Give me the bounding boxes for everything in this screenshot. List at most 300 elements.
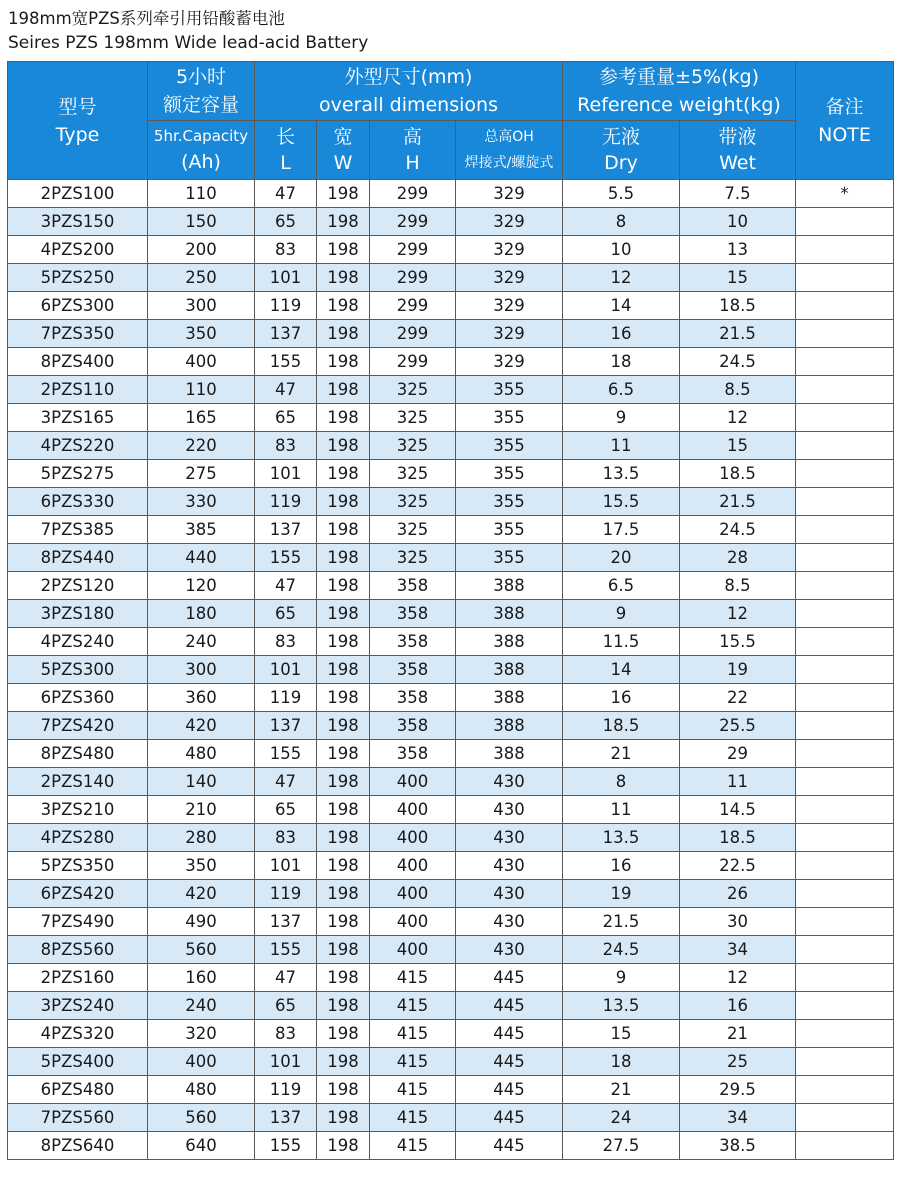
cell-height: 358: [370, 656, 456, 684]
cell-note: [796, 1132, 894, 1160]
cell-total-height: 388: [456, 712, 563, 740]
cell-dry-weight: 18.5: [563, 712, 680, 740]
cell-height: 299: [370, 292, 456, 320]
cell-width: 198: [317, 656, 370, 684]
cell-length: 155: [255, 544, 317, 572]
cell-wet-weight: 15.5: [680, 628, 796, 656]
cell-type: 7PZS420: [8, 712, 148, 740]
cell-width: 198: [317, 880, 370, 908]
cell-note: [796, 880, 894, 908]
cell-height: 415: [370, 1104, 456, 1132]
table-row: [8, 1076, 894, 1104]
cell-total-height: 355: [456, 544, 563, 572]
table-row: [8, 852, 894, 880]
header-note: 备注 NOTE: [796, 62, 894, 180]
cell-note: [796, 1048, 894, 1076]
cell-length: 137: [255, 712, 317, 740]
cell-height: 400: [370, 908, 456, 936]
cell-length: 47: [255, 572, 317, 600]
cell-type: 6PZS300: [8, 292, 148, 320]
cell-dry-weight: 9: [563, 404, 680, 432]
cell-dry-weight: 18: [563, 1048, 680, 1076]
cell-dry-weight: 13.5: [563, 824, 680, 852]
cell-capacity: 490: [148, 908, 255, 936]
cell-wet-weight: 26: [680, 880, 796, 908]
cell-width: 198: [317, 544, 370, 572]
table-header: [8, 62, 894, 180]
cell-note: [796, 348, 894, 376]
cell-dry-weight: 16: [563, 684, 680, 712]
cell-wet-weight: 29: [680, 740, 796, 768]
cell-width: 198: [317, 1076, 370, 1104]
cell-type: 3PZS210: [8, 796, 148, 824]
cell-total-height: 355: [456, 488, 563, 516]
cell-type: 8PZS480: [8, 740, 148, 768]
cell-note: [796, 600, 894, 628]
cell-capacity: 320: [148, 1020, 255, 1048]
cell-capacity: 385: [148, 516, 255, 544]
cell-capacity: 120: [148, 572, 255, 600]
cell-total-height: 445: [456, 1104, 563, 1132]
cell-dry-weight: 14: [563, 292, 680, 320]
cell-total-height: 329: [456, 180, 563, 208]
cell-capacity: 300: [148, 292, 255, 320]
cell-length: 83: [255, 236, 317, 264]
cell-note: [796, 908, 894, 936]
cell-total-height: 445: [456, 992, 563, 1020]
cell-height: 358: [370, 628, 456, 656]
cell-length: 119: [255, 292, 317, 320]
cell-height: 325: [370, 460, 456, 488]
cell-wet-weight: 10: [680, 208, 796, 236]
cell-wet-weight: 24.5: [680, 516, 796, 544]
cell-length: 83: [255, 628, 317, 656]
cell-width: 198: [317, 236, 370, 264]
cell-note: [796, 796, 894, 824]
cell-length: 65: [255, 992, 317, 1020]
cell-total-height: 445: [456, 964, 563, 992]
cell-length: 155: [255, 936, 317, 964]
cell-note: [796, 208, 894, 236]
cell-length: 119: [255, 684, 317, 712]
cell-wet-weight: 8.5: [680, 376, 796, 404]
cell-type: 2PZS100: [8, 180, 148, 208]
header-total-height: 总高OH 焊接式/螺旋式: [456, 121, 563, 180]
cell-width: 198: [317, 404, 370, 432]
cell-total-height: 388: [456, 684, 563, 712]
table-row: [8, 992, 894, 1020]
cell-width: 198: [317, 796, 370, 824]
cell-capacity: 200: [148, 236, 255, 264]
cell-dry-weight: 6.5: [563, 376, 680, 404]
cell-total-height: 388: [456, 600, 563, 628]
cell-height: 299: [370, 180, 456, 208]
cell-dry-weight: 8: [563, 208, 680, 236]
cell-note: [796, 740, 894, 768]
cell-width: 198: [317, 292, 370, 320]
cell-capacity: 480: [148, 740, 255, 768]
cell-total-height: 388: [456, 628, 563, 656]
cell-dry-weight: 13.5: [563, 460, 680, 488]
cell-wet-weight: 12: [680, 600, 796, 628]
table-row: [8, 768, 894, 796]
table-row: [8, 936, 894, 964]
cell-type: 2PZS110: [8, 376, 148, 404]
cell-type: 5PZS400: [8, 1048, 148, 1076]
cell-width: 198: [317, 488, 370, 516]
cell-dry-weight: 6.5: [563, 572, 680, 600]
cell-height: 299: [370, 236, 456, 264]
cell-wet-weight: 14.5: [680, 796, 796, 824]
cell-note: [796, 488, 894, 516]
battery-spec-table: [7, 61, 894, 1160]
cell-type: 5PZS300: [8, 656, 148, 684]
cell-total-height: 430: [456, 880, 563, 908]
table-row: [8, 488, 894, 516]
cell-wet-weight: 22: [680, 684, 796, 712]
cell-type: 7PZS490: [8, 908, 148, 936]
cell-note: [796, 1104, 894, 1132]
cell-length: 65: [255, 404, 317, 432]
cell-capacity: 350: [148, 852, 255, 880]
cell-wet-weight: 19: [680, 656, 796, 684]
cell-total-height: 430: [456, 824, 563, 852]
table-row: [8, 208, 894, 236]
cell-height: 325: [370, 488, 456, 516]
cell-note: [796, 768, 894, 796]
table-row: [8, 1048, 894, 1076]
cell-dry-weight: 20: [563, 544, 680, 572]
cell-width: 198: [317, 432, 370, 460]
cell-total-height: 445: [456, 1020, 563, 1048]
cell-total-height: 329: [456, 348, 563, 376]
cell-note: [796, 936, 894, 964]
cell-type: 5PZS275: [8, 460, 148, 488]
cell-width: 198: [317, 768, 370, 796]
cell-capacity: 220: [148, 432, 255, 460]
cell-note: [796, 292, 894, 320]
cell-capacity: 280: [148, 824, 255, 852]
cell-length: 47: [255, 180, 317, 208]
cell-type: 6PZS480: [8, 1076, 148, 1104]
cell-height: 400: [370, 936, 456, 964]
cell-capacity: 240: [148, 992, 255, 1020]
cell-type: 2PZS160: [8, 964, 148, 992]
cell-width: 198: [317, 516, 370, 544]
cell-length: 65: [255, 600, 317, 628]
cell-width: 198: [317, 320, 370, 348]
cell-dry-weight: 11: [563, 796, 680, 824]
cell-type: 3PZS180: [8, 600, 148, 628]
cell-note: [796, 516, 894, 544]
cell-type: 7PZS385: [8, 516, 148, 544]
cell-type: 6PZS420: [8, 880, 148, 908]
cell-wet-weight: 12: [680, 404, 796, 432]
cell-capacity: 440: [148, 544, 255, 572]
header-capacity: 5小时 额定容量: [148, 62, 255, 121]
cell-dry-weight: 21: [563, 740, 680, 768]
table-row: [8, 1020, 894, 1048]
cell-capacity: 360: [148, 684, 255, 712]
cell-total-height: 430: [456, 936, 563, 964]
cell-height: 325: [370, 516, 456, 544]
table-row: [8, 656, 894, 684]
cell-width: 198: [317, 1020, 370, 1048]
cell-height: 400: [370, 796, 456, 824]
cell-total-height: 355: [456, 460, 563, 488]
cell-wet-weight: 15: [680, 264, 796, 292]
cell-capacity: 140: [148, 768, 255, 796]
cell-note: [796, 544, 894, 572]
cell-type: 2PZS140: [8, 768, 148, 796]
cell-note: [796, 824, 894, 852]
cell-height: 415: [370, 1132, 456, 1160]
cell-width: 198: [317, 628, 370, 656]
cell-type: 3PZS150: [8, 208, 148, 236]
cell-note: [796, 628, 894, 656]
cell-dry-weight: 18: [563, 348, 680, 376]
table-body: [8, 180, 894, 1160]
cell-type: 3PZS240: [8, 992, 148, 1020]
header-dimensions: 外型尺寸(mm) overall dimensions: [255, 62, 563, 121]
cell-total-height: 388: [456, 572, 563, 600]
cell-type: 4PZS240: [8, 628, 148, 656]
cell-length: 101: [255, 264, 317, 292]
cell-dry-weight: 21: [563, 1076, 680, 1104]
cell-width: 198: [317, 740, 370, 768]
table-row: [8, 880, 894, 908]
cell-total-height: 430: [456, 852, 563, 880]
cell-length: 83: [255, 824, 317, 852]
cell-total-height: 388: [456, 740, 563, 768]
table-row: [8, 740, 894, 768]
table-row: [8, 684, 894, 712]
cell-note: [796, 236, 894, 264]
cell-wet-weight: 21.5: [680, 488, 796, 516]
cell-wet-weight: 34: [680, 936, 796, 964]
cell-type: 4PZS320: [8, 1020, 148, 1048]
cell-wet-weight: 16: [680, 992, 796, 1020]
cell-total-height: 355: [456, 376, 563, 404]
cell-type: 8PZS640: [8, 1132, 148, 1160]
cell-note: [796, 432, 894, 460]
cell-width: 198: [317, 1104, 370, 1132]
cell-type: 6PZS330: [8, 488, 148, 516]
cell-height: 358: [370, 712, 456, 740]
cell-dry-weight: 27.5: [563, 1132, 680, 1160]
cell-capacity: 275: [148, 460, 255, 488]
cell-wet-weight: 34: [680, 1104, 796, 1132]
cell-total-height: 329: [456, 292, 563, 320]
table-row: [8, 824, 894, 852]
cell-type: 2PZS120: [8, 572, 148, 600]
cell-width: 198: [317, 908, 370, 936]
table-row: [8, 600, 894, 628]
cell-dry-weight: 17.5: [563, 516, 680, 544]
cell-length: 47: [255, 376, 317, 404]
cell-total-height: 355: [456, 432, 563, 460]
header-length: 长 L: [255, 121, 317, 180]
table-row: [8, 908, 894, 936]
table-row: [8, 460, 894, 488]
cell-dry-weight: 15: [563, 1020, 680, 1048]
cell-width: 198: [317, 264, 370, 292]
cell-dry-weight: 21.5: [563, 908, 680, 936]
cell-height: 400: [370, 852, 456, 880]
cell-type: 4PZS280: [8, 824, 148, 852]
cell-height: 299: [370, 264, 456, 292]
cell-length: 101: [255, 656, 317, 684]
cell-capacity: 400: [148, 348, 255, 376]
cell-wet-weight: 15: [680, 432, 796, 460]
cell-width: 198: [317, 992, 370, 1020]
header-weight: 参考重量±5%(kg) Reference weight(kg): [563, 62, 796, 121]
table-row: [8, 516, 894, 544]
cell-capacity: 165: [148, 404, 255, 432]
cell-dry-weight: 9: [563, 600, 680, 628]
cell-note: [796, 964, 894, 992]
cell-height: 400: [370, 824, 456, 852]
cell-length: 101: [255, 1048, 317, 1076]
cell-wet-weight: 29.5: [680, 1076, 796, 1104]
cell-width: 198: [317, 1048, 370, 1076]
cell-width: 198: [317, 348, 370, 376]
cell-capacity: 480: [148, 1076, 255, 1104]
header-height: 高 H: [370, 121, 456, 180]
cell-total-height: 445: [456, 1048, 563, 1076]
cell-wet-weight: 18.5: [680, 824, 796, 852]
cell-width: 198: [317, 684, 370, 712]
page-title-cn: 198mm宽PZS系列牵引用铅酸蓄电池: [8, 9, 285, 28]
cell-total-height: 329: [456, 320, 563, 348]
cell-length: 47: [255, 768, 317, 796]
cell-width: 198: [317, 208, 370, 236]
cell-capacity: 330: [148, 488, 255, 516]
cell-total-height: 355: [456, 404, 563, 432]
cell-wet-weight: 30: [680, 908, 796, 936]
cell-height: 325: [370, 544, 456, 572]
cell-note: [796, 684, 894, 712]
cell-capacity: 400: [148, 1048, 255, 1076]
cell-capacity: 640: [148, 1132, 255, 1160]
cell-total-height: 388: [456, 656, 563, 684]
cell-capacity: 300: [148, 656, 255, 684]
cell-height: 299: [370, 320, 456, 348]
cell-height: 415: [370, 1048, 456, 1076]
table-row: [8, 264, 894, 292]
cell-length: 83: [255, 432, 317, 460]
cell-capacity: 250: [148, 264, 255, 292]
cell-total-height: 329: [456, 208, 563, 236]
cell-length: 83: [255, 1020, 317, 1048]
cell-type: 6PZS360: [8, 684, 148, 712]
cell-note: [796, 1076, 894, 1104]
cell-dry-weight: 19: [563, 880, 680, 908]
cell-wet-weight: 21: [680, 1020, 796, 1048]
cell-length: 137: [255, 516, 317, 544]
cell-wet-weight: 12: [680, 964, 796, 992]
cell-note: [796, 264, 894, 292]
cell-capacity: 560: [148, 1104, 255, 1132]
cell-height: 325: [370, 432, 456, 460]
cell-capacity: 210: [148, 796, 255, 824]
cell-total-height: 430: [456, 796, 563, 824]
cell-dry-weight: 9: [563, 964, 680, 992]
cell-wet-weight: 11: [680, 768, 796, 796]
table-row: [8, 320, 894, 348]
cell-capacity: 110: [148, 376, 255, 404]
cell-width: 198: [317, 180, 370, 208]
cell-length: 119: [255, 1076, 317, 1104]
cell-dry-weight: 13.5: [563, 992, 680, 1020]
table-row: [8, 292, 894, 320]
cell-type: 3PZS165: [8, 404, 148, 432]
cell-note: [796, 572, 894, 600]
cell-note: [796, 656, 894, 684]
table-row: [8, 796, 894, 824]
cell-note: *: [796, 180, 894, 208]
cell-type: 5PZS250: [8, 264, 148, 292]
cell-width: 198: [317, 1132, 370, 1160]
cell-total-height: 430: [456, 908, 563, 936]
cell-wet-weight: 7.5: [680, 180, 796, 208]
cell-height: 299: [370, 208, 456, 236]
cell-type: 4PZS200: [8, 236, 148, 264]
cell-height: 415: [370, 992, 456, 1020]
cell-capacity: 150: [148, 208, 255, 236]
cell-total-height: 430: [456, 768, 563, 796]
cell-dry-weight: 24.5: [563, 936, 680, 964]
cell-capacity: 240: [148, 628, 255, 656]
cell-capacity: 110: [148, 180, 255, 208]
cell-height: 299: [370, 348, 456, 376]
cell-wet-weight: 25: [680, 1048, 796, 1076]
header-type: 型号 Type: [8, 62, 148, 180]
cell-length: 155: [255, 740, 317, 768]
cell-height: 358: [370, 684, 456, 712]
cell-height: 400: [370, 768, 456, 796]
cell-note: [796, 1020, 894, 1048]
cell-dry-weight: 24: [563, 1104, 680, 1132]
cell-type: 8PZS440: [8, 544, 148, 572]
cell-length: 65: [255, 796, 317, 824]
cell-wet-weight: 22.5: [680, 852, 796, 880]
cell-width: 198: [317, 572, 370, 600]
table-row: [8, 432, 894, 460]
cell-wet-weight: 25.5: [680, 712, 796, 740]
cell-dry-weight: 12: [563, 264, 680, 292]
table-row: [8, 180, 894, 208]
cell-wet-weight: 21.5: [680, 320, 796, 348]
cell-length: 101: [255, 460, 317, 488]
cell-total-height: 329: [456, 236, 563, 264]
cell-height: 415: [370, 964, 456, 992]
cell-length: 65: [255, 208, 317, 236]
table-row: [8, 628, 894, 656]
cell-type: 7PZS350: [8, 320, 148, 348]
table-row: [8, 236, 894, 264]
cell-note: [796, 376, 894, 404]
table-row: [8, 1104, 894, 1132]
cell-height: 325: [370, 376, 456, 404]
cell-width: 198: [317, 460, 370, 488]
cell-capacity: 560: [148, 936, 255, 964]
table-row: [8, 544, 894, 572]
cell-capacity: 420: [148, 880, 255, 908]
cell-length: 47: [255, 964, 317, 992]
cell-width: 198: [317, 712, 370, 740]
cell-length: 137: [255, 320, 317, 348]
